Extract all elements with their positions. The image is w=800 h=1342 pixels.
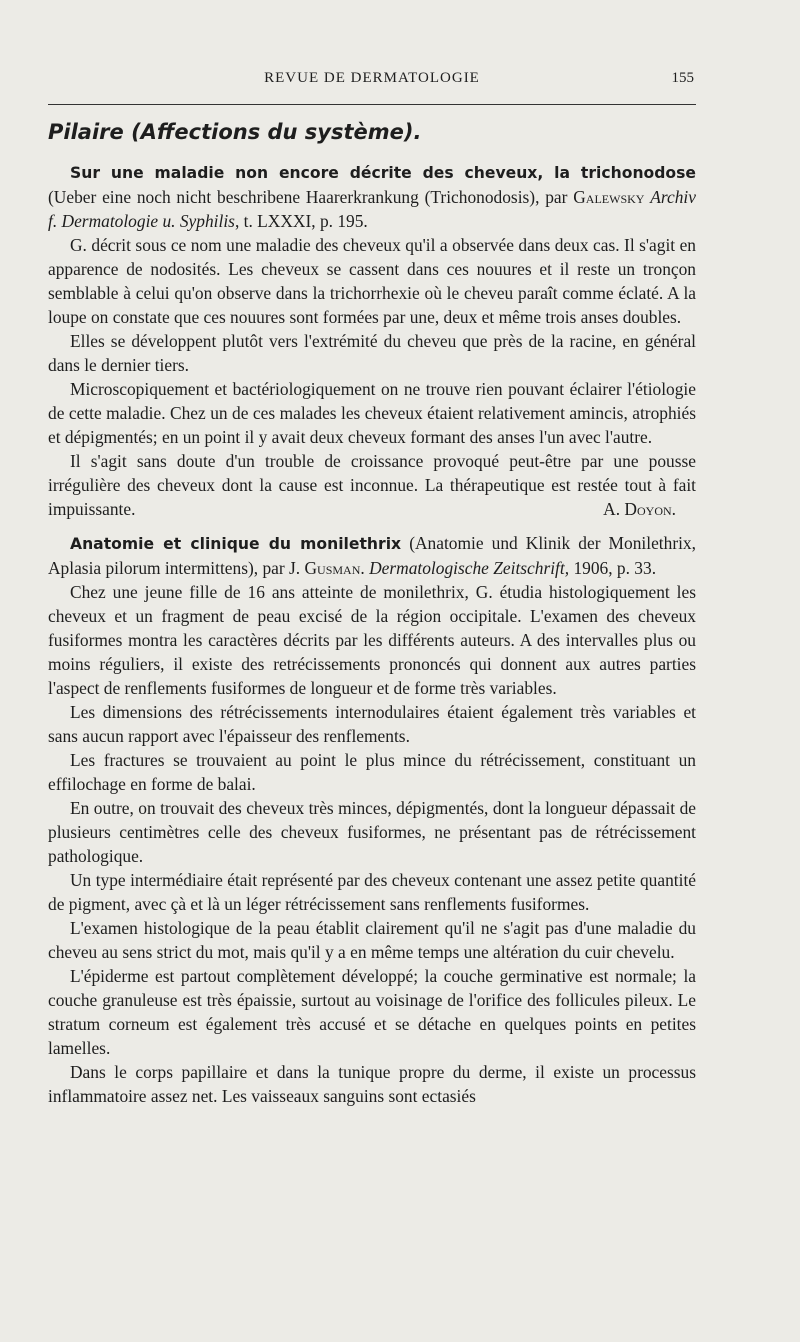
article1-title: Sur une maladie non encore décrite des cheveux, la trichonodose: [70, 164, 696, 182]
section-title: Pilaire (Affections du système).: [48, 120, 422, 144]
article1-paragraph: G. décrit sous ce nom une maladie des cheveux qu'il a observée dans deux cas. Il s'agit en apparence de nodosités. Les cheveux se cassent dans ces nouures et il reste un tronçon semblable à celui qu'on observe dans la trichorrhexie où le cheveu paraît comme éclaté. A la loupe on constate que ces nouures sont formées par une, deux et même trois anses doubles.: [48, 235, 696, 327]
article1-author: Galewsky: [573, 187, 645, 207]
article2-journal: Dermatologische Zeitschrift,: [369, 558, 570, 578]
article2-author: Gusman.: [304, 558, 365, 578]
article1-journal: Archiv f. Dermatologie u. Syphilis: [48, 187, 696, 231]
article-body: [48, 160, 696, 1108]
article1-ref-tail: , t. LXXXI, p. 195.: [234, 211, 368, 231]
signature-initial: A.: [603, 499, 621, 519]
article2-paragraph: En outre, on trouvait des cheveux très minces, dépigmentés, dont la longueur dépassait de plusieurs centimètres celle des cheveux fusiformes, ne présentant pas de rétrécissement pathologique.: [48, 798, 696, 866]
running-title: REVUE DE DERMATOLOGIE: [264, 70, 480, 86]
article1-signature: [581, 497, 696, 521]
article1-paragraph: [48, 449, 696, 521]
article2-paragraph: Chez une jeune fille de 16 ans atteinte de monilethrix, G. étudia histologiquement les cheveux et un fragment de peau excisé de la région occipitale. L'examen des cheveux fusiformes montra les caractères décrits par les différents auteurs. A des intervalles plus ou moins réguliers, il existe des retrécissements prononcés qui donnent aux autres parties l'aspect de renflements fusiformes de longueur et de forme très variables.: [48, 582, 696, 698]
article1-paragraph: Microscopiquement et bactériologiquement on ne trouve rien pouvant éclairer l'étiologie de cette maladie. Chez un de ces malades les cheveux étaient relativement amincis, atrophiés et dépigmentés; en un point il y avait deux cheveux formant des anses l'un avec l'autre.: [48, 379, 696, 447]
page-number: 155: [671, 70, 694, 86]
article2-ref-text: (Anatomie und Klinik der Monilethrix, Aplasia pilorum intermittens), par J.: [48, 533, 696, 578]
article2-title: Anatomie et clinique du monilethrix: [70, 535, 402, 553]
article2-paragraph: L'examen histologique de la peau établit clairement qu'il ne s'agit pas d'une maladie du cheveu au sens strict du mot, mais qu'il y a en même temps une altération du cuir chevelu.: [48, 918, 696, 962]
article2-paragraph: Les fractures se trouvaient au point le plus mince du rétrécissement, constituant un effilochage en forme de balai.: [48, 750, 696, 794]
article2-ref-tail: 1906, p. 33.: [573, 558, 657, 578]
article1-paragraph-text: Il s'agit sans doute d'un trouble de croissance provoqué peut-être par une pousse irrégulière des cheveux dont la cause est inconnue. La thérapeutique est restée tout à fait impuissante.: [48, 451, 696, 519]
signature-name: Doyon.: [624, 499, 676, 519]
article2-paragraph: Un type intermédiaire était représenté par des cheveux contenant une assez petite quantité de pigment, avec çà et là un léger rétrécissement sans renflements fusiformes.: [48, 870, 696, 914]
article1-paragraph: Elles se développent plutôt vers l'extrémité du cheveu que près de la racine, en général dans le dernier tiers.: [48, 331, 696, 375]
article2-reference: [48, 531, 696, 580]
article1-ref-text: (Ueber eine noch nicht beschribene Haarerkrankung (Trichonodosis), par: [48, 187, 568, 207]
article2-paragraph: Dans le corps papillaire et dans la tunique propre du derme, il existe un processus inflammatoire assez net. Les vaisseaux sanguins sont ectasiés: [48, 1062, 696, 1106]
running-head: [48, 70, 696, 96]
article1-reference: [48, 160, 696, 233]
article2-paragraph: Les dimensions des rétrécissements internodulaires étaient également très variables et sans aucun rapport avec l'épaisseur des renflements.: [48, 702, 696, 746]
header-rule: [48, 104, 696, 105]
article2-paragraph: L'épiderme est partout complètement développé; la couche germinative est normale; la couche granuleuse est très épaissie, surtout au voisinage de l'orifice des follicules pileux. Le stratum corneum est également très accusé et se détache en quelques points en petites lamelles.: [48, 966, 696, 1058]
